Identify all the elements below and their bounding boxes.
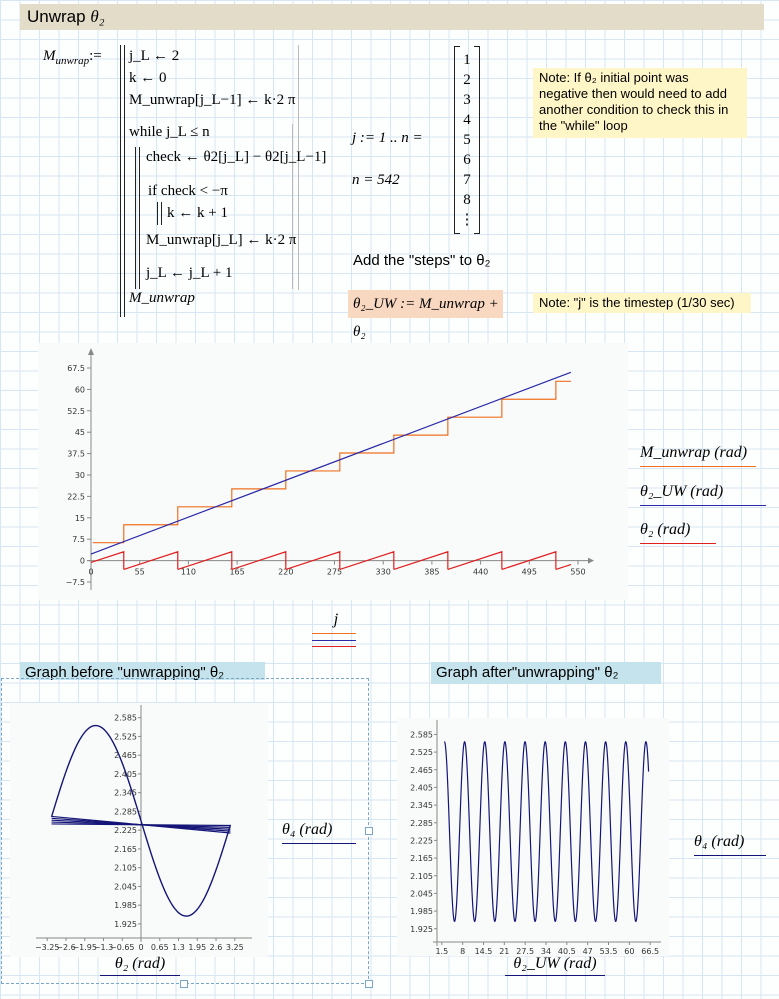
y-tick-label: 37.5 — [67, 449, 85, 459]
x-tick-label: 3.25 — [225, 943, 244, 952]
x-tick-label: −1.3 — [93, 943, 114, 952]
x-tick-label: 27.5 — [516, 947, 535, 956]
x-tick-label: 66.5 — [641, 947, 660, 956]
x-tick-label: 110 — [180, 567, 197, 577]
program-line-7[interactable]: k ← k + 1 — [167, 205, 228, 221]
program-line-1[interactable]: j_L ← 2 — [129, 48, 180, 64]
program-line-2[interactable]: k ← 0 — [129, 70, 167, 86]
program-lhs[interactable] — [43, 48, 102, 67]
title-symbol: θ₂ — [90, 7, 105, 26]
y-tick-label: 2.585 — [114, 713, 137, 723]
y-tick-label: 30 — [74, 471, 85, 480]
x-tick-label: 1.5 — [435, 947, 449, 956]
program-line-5[interactable]: check ← θ2[j_L] − θ2[j_L−1] — [146, 149, 327, 165]
main-chart-svg — [38, 343, 628, 600]
series-m-unwrap — [93, 381, 571, 542]
while-bar — [135, 147, 140, 289]
x-tick-label: −0.65 — [109, 943, 135, 952]
y-tick-label: 45 — [74, 428, 85, 438]
assign-op: := — [89, 48, 102, 64]
y-tick-label: 0 — [79, 556, 85, 566]
after-y-label[interactable]: θ₄ (rad) — [694, 833, 766, 856]
resize-handle-right[interactable] — [365, 827, 373, 835]
vector-entry: 7 — [463, 172, 471, 188]
y-tick-label: 2.105 — [410, 871, 433, 881]
program-bar-outer — [120, 45, 125, 317]
y-tick-label: 2.165 — [114, 844, 137, 854]
y-tick-label: 2.045 — [410, 889, 433, 899]
note-timestep[interactable]: Note: "j" is the timestep (1/30 sec) — [533, 293, 751, 313]
series-after — [444, 742, 648, 922]
resize-handle-bottom[interactable] — [180, 980, 188, 988]
legend-theta2-uw[interactable]: θ₂_UW (rad) — [640, 483, 766, 506]
vector-entry: 3 — [463, 92, 471, 108]
x-tick-label: 495 — [521, 567, 537, 577]
y-tick-label: 2.165 — [410, 854, 433, 864]
y-tick-label: −7.5 — [65, 578, 85, 587]
after-x-label[interactable]: θ₂_UW (rad) — [505, 955, 605, 976]
y-tick-label: 2.585 — [410, 730, 433, 740]
before-y-label[interactable]: θ₄ (rad) — [282, 821, 356, 844]
x-tick-label: 1.3 — [172, 943, 185, 952]
y-tick-label: 60 — [74, 385, 85, 395]
x-tick-label: 440 — [472, 567, 489, 577]
program-bar-right — [298, 45, 299, 290]
resize-handle-corner[interactable] — [365, 980, 373, 988]
y-tick-label: 2.405 — [114, 769, 137, 779]
x-tick-label: 8 — [460, 947, 466, 956]
y-tick-label: 2.045 — [114, 882, 137, 892]
y-tick-label: 2.345 — [114, 788, 137, 798]
before-x-label[interactable]: θ₂ (rad) — [100, 955, 180, 976]
y-tick-label: 22.5 — [67, 492, 85, 502]
x-tick-label: −3.25 — [34, 943, 60, 952]
vector-entry: 8 — [463, 192, 471, 208]
vector-entry: 1 — [463, 52, 471, 68]
y-tick-label: 67.5 — [67, 364, 85, 373]
y-tick-label: 2.465 — [114, 751, 137, 761]
x-tick-label: 14.5 — [474, 947, 493, 956]
x-tick-label: 275 — [326, 567, 343, 577]
x-tick-label: −2.6 — [56, 943, 76, 952]
if-bar — [157, 202, 162, 225]
vector-entry: 4 — [463, 112, 471, 128]
chart-after-area[interactable] — [397, 718, 669, 956]
vector-entry: ⋮ — [459, 212, 475, 228]
n-eval[interactable]: n = 542 — [352, 172, 400, 188]
program-line-9[interactable]: j_L ← j_L + 1 — [146, 265, 233, 281]
title-text: Unwrap — [27, 7, 86, 26]
x-tick-label: 60 — [624, 947, 635, 956]
unwrap-formula[interactable]: θ₂_UW := M_unwrap + θ₂ — [348, 290, 503, 318]
legend-m-unwrap[interactable]: M_unwrap (rad) — [640, 444, 756, 467]
x-tick-label: 220 — [278, 567, 294, 577]
y-tick-label: 2.285 — [114, 807, 137, 817]
x-tick-label: −1.95 — [72, 943, 97, 952]
y-tick-label: 7.5 — [72, 535, 85, 545]
series-theta2-uw — [91, 372, 571, 554]
x-tick-label: 550 — [570, 567, 586, 577]
x-tick-label: 1.95 — [188, 943, 207, 952]
bracket-br — [474, 233, 480, 234]
y-tick-label: 2.285 — [410, 818, 433, 828]
y-tick-label: 15 — [74, 513, 85, 523]
main-x-axis-label[interactable]: j — [333, 611, 339, 628]
x-underline-3 — [312, 646, 356, 647]
lhs-sub: unwrap — [55, 55, 90, 67]
chart-before-area[interactable] — [10, 703, 268, 957]
y-tick-label: 2.225 — [114, 826, 137, 836]
x-underline-2 — [312, 640, 356, 641]
bracket-bl — [454, 233, 460, 234]
program-line-6[interactable]: if check < −π — [148, 183, 228, 199]
region-title[interactable] — [20, 4, 764, 30]
result-vector[interactable] — [454, 46, 480, 234]
add-steps-label[interactable]: Add the "steps" to θ₂ — [353, 252, 491, 269]
y-tick-label: 2.465 — [410, 765, 433, 775]
x-tick-label: 47 — [582, 947, 593, 956]
y-tick-label: 2.225 — [410, 836, 433, 846]
x-tick-label: 385 — [424, 567, 440, 577]
y-axis-arrow — [88, 348, 94, 355]
y-tick-label: 2.105 — [114, 863, 137, 873]
x-tick-label: 165 — [229, 567, 245, 577]
range-def[interactable]: j := 1 .. n = — [352, 130, 423, 146]
y-tick-label: 2.345 — [410, 801, 433, 811]
y-tick-label: 2.525 — [114, 732, 137, 742]
lhs-symbol: M — [43, 48, 56, 64]
program-line-3[interactable]: M_unwrap[j_L−1] ← k·2 π — [129, 92, 296, 108]
x-tick-label: 0.65 — [150, 943, 169, 952]
y-tick-label: 1.985 — [410, 907, 433, 917]
x-axis-arrow — [588, 558, 594, 564]
y-tick-label: 1.925 — [410, 924, 433, 934]
y-tick-label: 1.985 — [114, 901, 137, 911]
x-tick-label: 330 — [375, 567, 391, 577]
vector-entry: 5 — [463, 132, 471, 148]
main-chart-area[interactable] — [38, 343, 628, 600]
program-line-4[interactable]: while j_L ≤ n — [129, 124, 210, 140]
bracket-tr — [474, 46, 480, 47]
program-line-8[interactable]: M_unwrap[j_L] ← k·2 π — [146, 232, 297, 248]
y-tick-label: 52.5 — [67, 406, 85, 416]
x-underline-1 — [312, 633, 356, 634]
label-after-unwrap[interactable]: Graph after"unwrapping" θ₂ — [431, 662, 661, 684]
bracket-tl — [454, 46, 460, 47]
x-tick-label: 0 — [88, 567, 94, 577]
vector-entry: 6 — [463, 152, 471, 168]
y-tick-label: 2.525 — [410, 748, 433, 758]
x-tick-label: 40.5 — [557, 947, 576, 956]
note-initial-point[interactable]: Note: If θ₂ initial point was negative then would need to add another condition to check this in the "while" loop — [533, 68, 747, 138]
chart-before-svg — [10, 703, 268, 957]
program-line-10[interactable]: M_unwrap — [129, 290, 195, 306]
label-before-unwrap[interactable]: Graph before "unwrapping" θ₂ — [20, 662, 265, 680]
vector-entry: 2 — [463, 72, 471, 88]
x-tick-label: 34 — [540, 947, 552, 956]
y-tick-label: 2.405 — [410, 783, 433, 793]
x-tick-label: 2.6 — [209, 943, 223, 952]
legend-theta2[interactable]: θ₂ (rad) — [640, 521, 716, 544]
chart-after-svg — [397, 718, 669, 956]
y-tick-label: 1.925 — [114, 919, 137, 929]
x-tick-label: 21 — [499, 947, 510, 956]
x-tick-label: 53.5 — [599, 947, 618, 956]
x-tick-label: 55 — [134, 567, 145, 577]
x-tick-label: 0 — [138, 943, 144, 952]
